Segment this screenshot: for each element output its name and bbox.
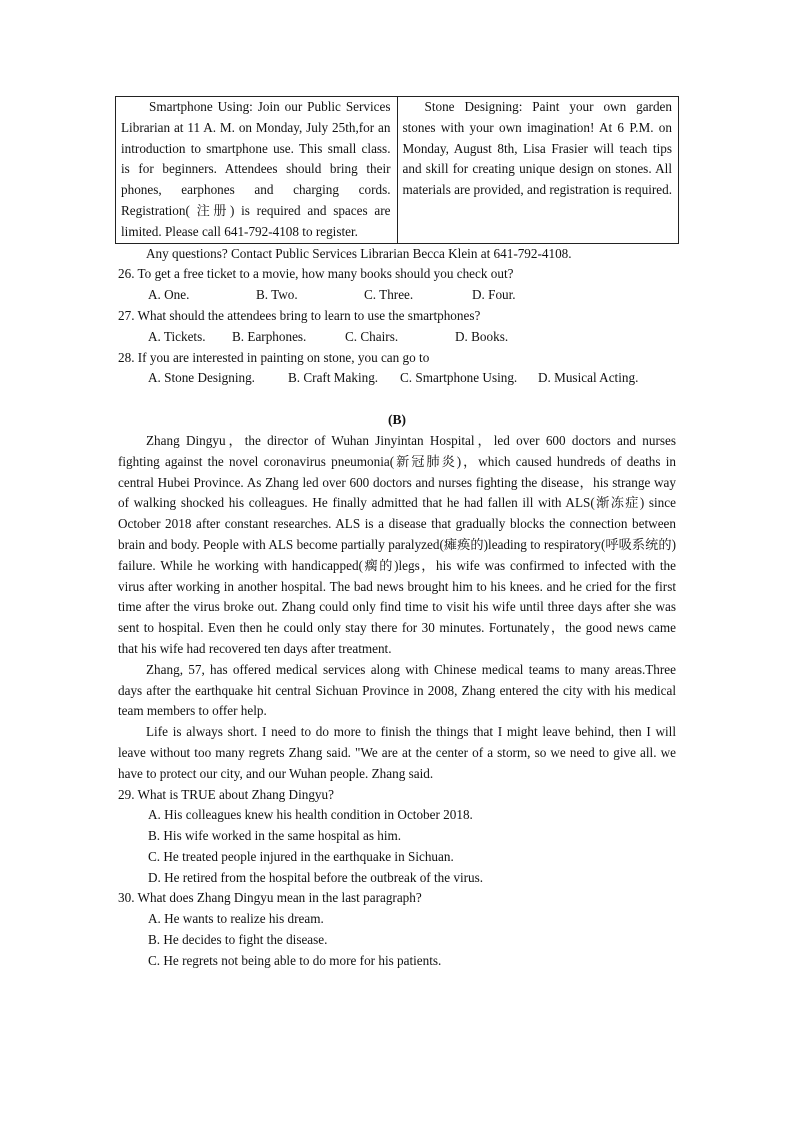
q30-question: 30. What does Zhang Dingyu mean in the last paragraph? [118,890,422,906]
q26-options [118,285,676,306]
q28-option-a: A. Stone Designing. [148,370,255,386]
passage-paragraph-3: Life is always short. I need to do more to finish the things that I might leave behind, then I will leave without too many regrets Zhang said. "We are at the center of a storm, so we need to give all. we have to protect our city, and our Wuhan people. Zhang said. [118,724,676,781]
event-smartphone-using [116,97,398,244]
q26-option-d: D. Four. [472,287,516,303]
event-stone-text: Stone Designing: Paint your own garden stones with your own imagination! At 6 P.M. on Monday, August 8th, Lisa Frasier will teach tips and skill for creating unique design on stones. All materials are provided, and registration is required. [402,99,673,198]
passage-paragraph-2: Zhang, 57, has offered medical services along with Chinese medical teams to many areas.Three days after the earthquake hit central Sichuan Province in 2008, Zhang entered the city with his medical team members to offer help. [118,661,676,719]
q29-option-d: D. He retired from the hospital before the outbreak of the virus. [148,869,484,885]
q28-options [118,368,676,389]
event-stone-designing [397,97,679,244]
q29-option-a: A. His colleagues knew his health condition in October 2018. [148,807,473,823]
q30-option-c: C. He regrets not being able to do more for his patients. [148,952,442,968]
contact-line: Any questions? Contact Public Services Librarian Becca Klein at 641-792-4108. [146,245,572,261]
q27-option-b: B. Earphones. [232,328,307,344]
q28-option-b: B. Craft Making. [288,370,379,386]
q29-options [118,805,676,888]
q30-option-a: A. He wants to realize his dream. [148,911,324,927]
q27-option-c: C. Chairs. [345,328,399,344]
q26-option-c: C. Three. [364,287,414,303]
document-page [118,96,676,972]
q28-option-c: C. Smartphone Using. [400,370,518,386]
q29-option-b: B. His wife worked in the same hospital as him. [148,828,402,844]
section-b-title: (B) [388,412,406,428]
q27-options [118,327,676,348]
q27-option-d: D. Books. [455,328,509,344]
q29-option-c: C. He treated people injured in the earthquake in Sichuan. [148,848,454,864]
q28-option-d: D. Musical Acting. [538,370,639,386]
event-smartphone-text: Smartphone Using: Join our Public Services Librarian at 11 A. M. on Monday, July 25th,for an introduction to smartphone use. This small class. is for beginners. Attendees should bring their phones, earphones and charging cords. Registration( 注册) is required and spaces are limited. Please call 641-792-4108 to register. [121,99,391,239]
q28-question: 28. If you are interested in painting on stone, you can go to [118,349,430,365]
passage-paragraph-1: Zhang Dingyu，the director of Wuhan Jinyintan Hospital，led over 600 doctors and nurses fighting against the novel coronavirus pneumonia(新冠肺炎)，which caused hundreds of deaths in central Hubei Province. As Zhang led over 600 doctors and nurses fighting the disease，his strange way of walking shocked his colleagues. He finally admitted that he had fallen ill with ALS(渐冻症) since October 2018 after constant researches. ALS is a disease that gradually blocks the connection between brain and body. People with ALS become partially paralyzed(瘫痪的)leading to respiratory(呼吸系统的) failure. While he working with handicapped(瘸的)legs，his wife was confirmed to infected with the virus after working in another hospital. The bad news brought him to his knees. and he cried for the first time after the virus broke out. Zhang could only find time to visit his wife until three days after she was sent to hospital. Even then he could only stay there for 30 minutes. Fortunately，the good news came that his wife had recovered ten days after treatment. [118,432,676,656]
q27-question: 27. What should the attendees bring to learn to use the smartphones? [118,307,481,323]
q30-options [118,909,676,971]
events-table [115,96,679,244]
q26-question: 26. To get a free ticket to a movie, how many books should you check out? [118,266,514,282]
q26-option-b: B. Two. [256,287,298,303]
q26-option-a: A. One. [148,287,190,303]
q27-option-a: A. Tickets. [148,328,206,344]
q30-option-b: B. He decides to fight the disease. [148,932,328,948]
q29-question: 29. What is TRUE about Zhang Dingyu? [118,786,334,802]
